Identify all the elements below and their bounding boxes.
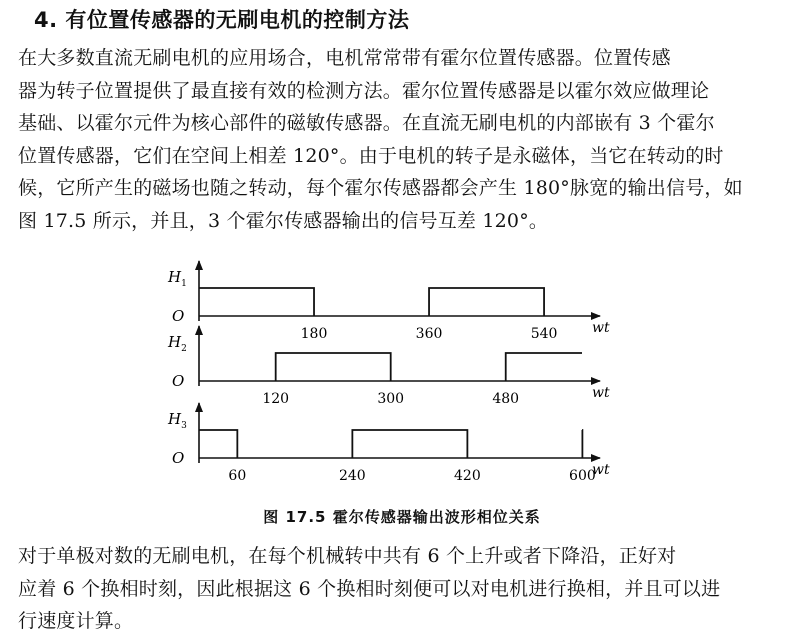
series-label: [167, 410, 187, 431]
hall-waveform-figure: [160, 248, 640, 500]
tick-label: 360: [416, 326, 443, 342]
tick-label: 600: [569, 468, 596, 484]
x-unit-label: wt: [592, 320, 610, 336]
pulse-segment: [352, 430, 467, 458]
series-label-sub: 2: [181, 344, 187, 354]
series-label-sub: 3: [181, 421, 187, 431]
series-label-main: H: [167, 268, 182, 286]
paragraph-intro: [18, 42, 788, 237]
pulse-segment: [429, 288, 544, 316]
origin-label: O: [172, 372, 184, 390]
tick-label: 540: [531, 326, 558, 342]
intro-line: 器为转子位置提供了最直接有效的检测方法。霍尔位置传感器是以霍尔效应做理论: [18, 75, 788, 108]
pulse-segment: [506, 353, 582, 381]
intro-line: 基础、以霍尔元件为核心部件的磁敏传感器。在直流无刷电机的内部嵌有 3 个霍尔: [18, 107, 788, 140]
origin-label: O: [172, 449, 184, 467]
series-label: [167, 333, 187, 354]
tick-label: 420: [454, 468, 481, 484]
waveform-h1: [167, 261, 610, 342]
intro-line: 在大多数直流无刷电机的应用场合，电机常常带有霍尔位置传感器。位置传感: [18, 42, 788, 75]
series-label-main: H: [167, 410, 182, 428]
tick-label: 180: [301, 326, 328, 342]
figure-caption: 图 17.5 霍尔传感器输出波形相位关系: [0, 506, 804, 527]
pulse-segment: [199, 288, 314, 316]
series-label: [167, 268, 187, 289]
x-unit-label: wt: [592, 462, 610, 478]
conclusion-line: 应着 6 个换相时刻，因此根据这 6 个换相时刻便可以对电机进行换相，并且可以进: [18, 573, 788, 606]
waveform-h3: [167, 403, 610, 484]
tick-label: 60: [228, 468, 246, 484]
intro-line: 候，它所产生的磁场也随之转动，每个霍尔传感器都会产生 180°脉宽的输出信号，如: [18, 172, 788, 205]
section-heading: 4. 有位置传感器的无刷电机的控制方法: [34, 4, 409, 34]
tick-label: 120: [262, 391, 289, 407]
x-unit-label: wt: [592, 385, 610, 401]
series-label-sub: 1: [181, 279, 187, 289]
intro-line: 位置传感器，它们在空间上相差 120°。由于电机的转子是永磁体，当它在转动的时: [18, 140, 788, 173]
pulse-segment: [276, 353, 391, 381]
conclusion-line: 行速度计算。: [18, 605, 788, 638]
tick-label: 300: [377, 391, 404, 407]
origin-label: O: [172, 307, 184, 325]
intro-line: 图 17.5 所示，并且，3 个霍尔传感器输出的信号互差 120°。: [18, 205, 788, 238]
paragraph-conclusion: [18, 540, 788, 638]
pulse-segment: [199, 430, 237, 458]
tick-label: 240: [339, 468, 366, 484]
tick-label: 480: [492, 391, 519, 407]
series-label-main: H: [167, 333, 182, 351]
conclusion-line: 对于单极对数的无刷电机，在每个机械转中共有 6 个上升或者下降沿，正好对: [18, 540, 788, 573]
